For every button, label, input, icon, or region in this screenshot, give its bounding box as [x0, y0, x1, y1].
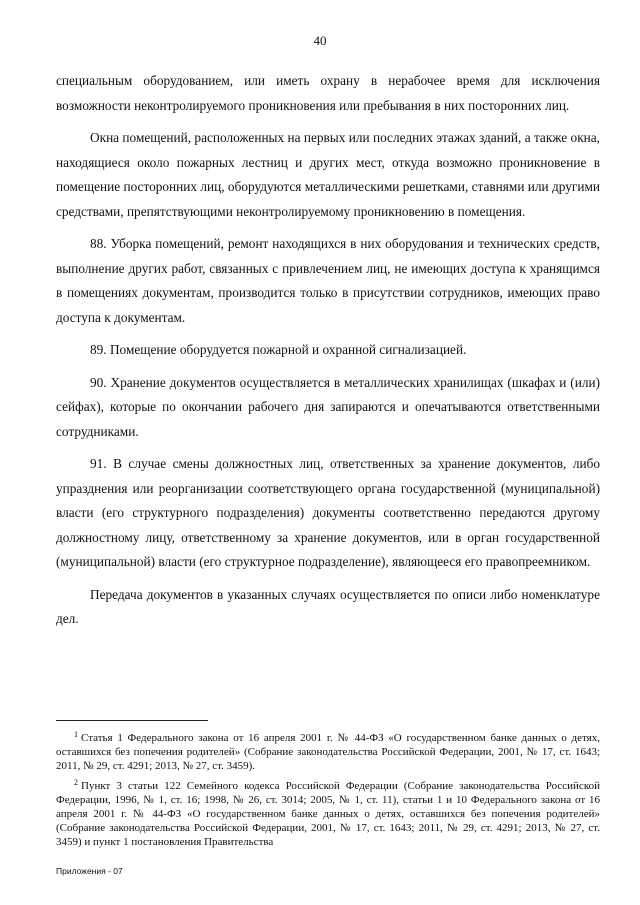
paragraph-continuation: специальным оборудованием, или иметь охрану в нерабочее время для исключения возможности неконтролируемого проникновения или пребывания в них посторонних лиц.: [56, 73, 600, 113]
footnotes: [56, 728, 600, 852]
paragraph-90: 90. Хранение документов осуществляется в металлических хранилищах (шкафах и (или) сейфах), которые по окончании рабочего дня запираются и опечатываются ответственными сотрудниками.: [56, 374, 600, 439]
footnote-1: [56, 728, 600, 773]
paragraph-transfer: Передача документов в указанных случаях осуществляется по описи либо номенклатуре дел.: [56, 586, 600, 626]
footnote-1-mark: 1: [74, 730, 78, 739]
footnote-1-text: Статья 1 Федерального закона от 16 апреля 2001 г. № 44-ФЗ «О государственном банке данных о детях, оставшихся без попечения родителей» (Собрание законодательства Российской Федерации, 2001, № 17, ст. 1643; 2011, № 29, ст. 4291; 2013, № 27, ст. 3459).: [56, 732, 600, 772]
paragraph-88: 88. Уборка помещений, ремонт находящихся в них оборудования и технических средств, выполнение других работ, связанных с привлечением лиц, не имеющих доступа к хранящимся в помещениях документам, производится только в присутствии сотрудников, имеющих право доступа к документам.: [56, 236, 600, 325]
footnote-2: [56, 776, 600, 849]
page-number: 40: [313, 33, 327, 48]
body-text: [56, 69, 600, 640]
footnote-2-mark: 2: [74, 778, 78, 787]
paragraph-89: 89. Помещение оборудуется пожарной и охранной сигнализацией.: [90, 342, 467, 357]
footnote-separator: [56, 720, 208, 721]
footnote-2-text: Пункт 3 статьи 122 Семейного кодекса Российской Федерации (Собрание законодательства Российской Федерации, 1996, № 1, ст. 16; 1998, № 26, ст. 3014; 2005, № 1, ст. 11), статьи 1 и 10 Федерального закона от 16 апреля 2001 г. № 44-ФЗ «О государственном банке данных о детях, оставшихся без попечения родителей» (Собрание законодательства Российской Федерации, 2001, № 17, ст. 1643; 2011, № 29, ст. 4291; 2013, № 27, ст. 3459) и пункт 1 постановления Правительства: [56, 780, 600, 848]
sheet-footer-label: Приложения - 07: [56, 866, 123, 876]
paragraph-91: 91. В случае смены должностных лиц, ответственных за хранение документов, либо упразднения или реорганизации соответствующего органа государственной (муниципальной) власти (его структурного подразделения) документы соответственно передаются другому должностному лицу, ответственному за хранение документов, или в орган государственной (муниципальной) власти (его структурное подразделение), являющееся его правопреемником.: [56, 456, 600, 569]
paragraph-windows: Окна помещений, расположенных на первых или последних этажах зданий, а также окна, находящиеся около пожарных лестниц и других мест, откуда возможно проникновение в помещение посторонних лиц, оборудуются металлическими решетками, ставнями или другими средствами, препятствующими неконтролируемому проникновению в помещения.: [56, 130, 600, 219]
